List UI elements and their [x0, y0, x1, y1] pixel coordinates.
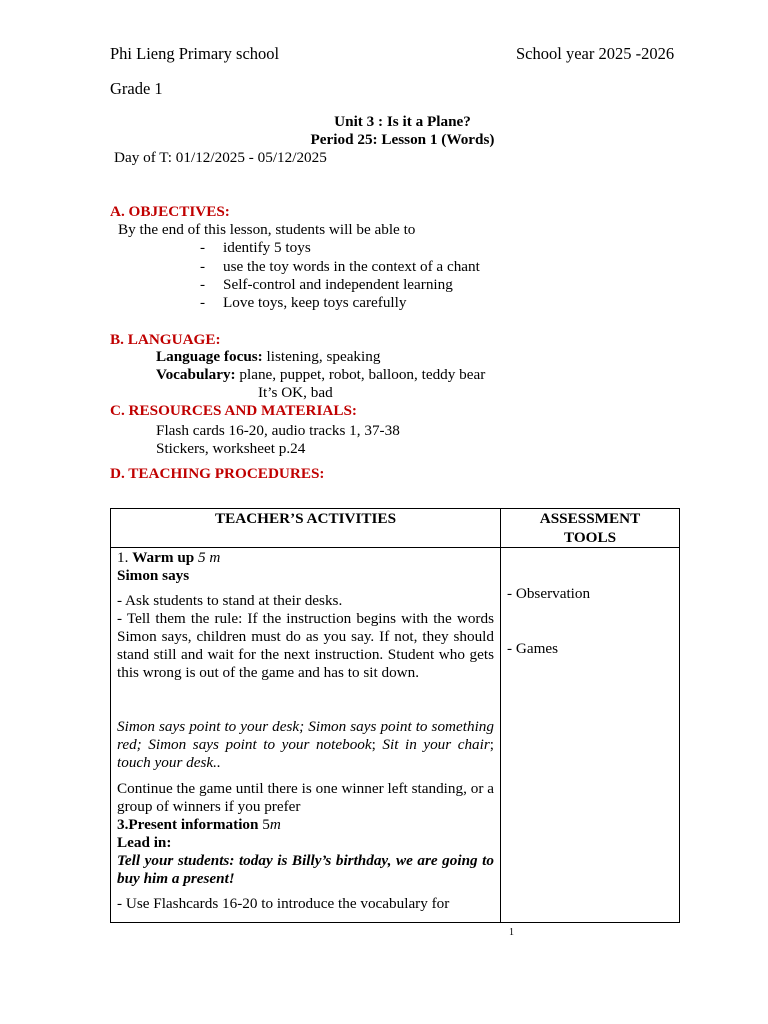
table-row	[111, 548, 680, 923]
tell-students: Tell your students: today is Billy’s birthday, we are going to buy him a present!	[117, 852, 494, 887]
para-ask-students: - Ask students to stand at their desks.	[117, 592, 343, 609]
language-focus-label: Language focus:	[156, 348, 263, 365]
grade-label: Grade 1	[110, 79, 163, 98]
table-header-row	[111, 509, 680, 548]
objectives-intro: By the end of this lesson, students will be able to	[118, 221, 416, 238]
objective-item: Self-control and independent learning	[223, 276, 453, 293]
warm-up-line: 1. Warm up 5 m	[117, 549, 221, 566]
school-name: Phi Lieng Primary school	[110, 44, 280, 63]
language-focus	[156, 348, 380, 366]
simon-says-title: Simon says	[117, 567, 190, 584]
present-info-line: 3.Present information 5m	[117, 816, 281, 833]
period-title: Period 25: Lesson 1 (Words)	[310, 131, 495, 148]
assessment-tools-cell	[501, 548, 680, 923]
procedures-heading: D. TEACHING PROCEDURES:	[110, 465, 325, 482]
page-number: 1	[509, 927, 514, 938]
assessment-observation: - Observation	[507, 585, 591, 602]
assessment-games: - Games	[507, 640, 559, 657]
day-of-teaching: Day of T: 01/12/2025 - 05/12/2025	[114, 149, 327, 166]
assessment-tools-header: ASSESSMENT TOOLS	[501, 509, 680, 548]
language-heading: B. LANGUAGE:	[110, 331, 221, 348]
objective-item: Love toys, keep toys carefully	[223, 294, 407, 311]
procedures-table	[110, 508, 680, 923]
vocabulary-extra: It’s OK, bad	[258, 384, 333, 401]
lead-in-label: Lead in:	[117, 834, 172, 851]
unit-title: Unit 3 : Is it a Plane?	[334, 113, 471, 130]
para-continue-game: Continue the game until there is one winner left standing, or a group of winners if you prefer	[117, 780, 494, 815]
vocabulary	[156, 366, 485, 384]
vocabulary-label: Vocabulary:	[156, 366, 236, 383]
objective-item: use the toy words in the context of a chant	[223, 258, 480, 275]
objectives-heading: A. OBJECTIVES:	[110, 203, 230, 220]
language-focus-value: listening, speaking	[262, 348, 381, 365]
school-year: School year 2025 -2026	[516, 44, 675, 63]
objective-bullet: -	[200, 276, 206, 293]
resources-heading: C. RESOURCES AND MATERIALS:	[110, 402, 357, 419]
teacher-activities-cell	[111, 548, 501, 923]
resources-line-2: Stickers, worksheet p.24	[156, 440, 306, 457]
para-simon-examples: Simon says point to your desk; Simon says point to something red; Simon says point to your notebook; Sit in your chair; touch your desk..	[117, 718, 494, 771]
teacher-activities-header: TEACHER’S ACTIVITIES	[111, 509, 501, 548]
para-flashcards: - Use Flashcards 16-20 to introduce the vocabulary for	[117, 895, 450, 912]
objective-item: identify 5 toys	[223, 239, 311, 256]
objective-bullet: -	[200, 239, 206, 256]
objective-bullet: -	[200, 294, 206, 311]
vocabulary-value: plane, puppet, robot, balloon, teddy bear	[235, 366, 486, 383]
objective-bullet: -	[200, 258, 206, 275]
resources-line-1: Flash cards 16-20, audio tracks 1, 37-38	[156, 422, 400, 439]
para-rules: - Tell them the rule: If the instruction begins with the words Simon says, children must do as you say. If not, they should stand still and wait for the next instruction. Student who gets this wrong is out of the game and has to sit down.	[117, 610, 494, 681]
